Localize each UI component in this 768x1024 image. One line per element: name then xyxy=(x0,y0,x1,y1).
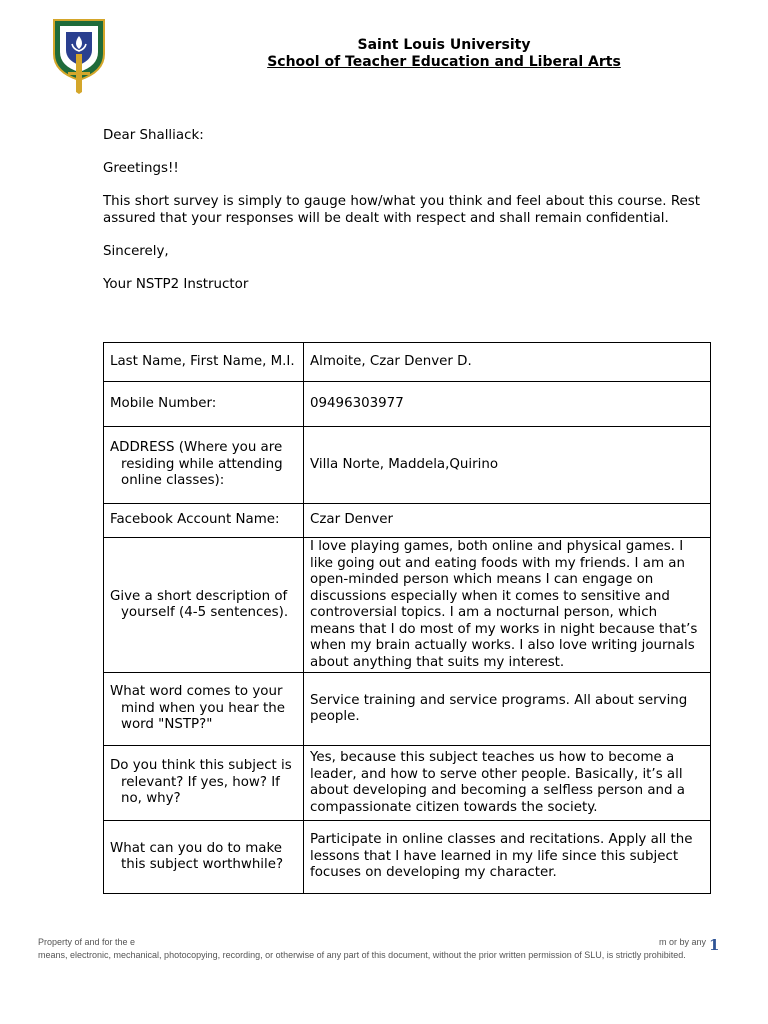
footer-text-left: Property of and for the e xyxy=(38,937,136,947)
table-row xyxy=(104,746,711,821)
survey-table xyxy=(103,342,711,894)
question-cell: Give a short description of yourself (4-5 sentences). xyxy=(104,538,304,673)
footer-text-line2: means, electronic, mechanical, photocopying, recording, or otherwise of any part of this document, without the prior written permission of SLU, is strictly prohibited. xyxy=(38,950,686,960)
letter xyxy=(103,128,700,310)
document-header xyxy=(150,37,738,71)
footer xyxy=(38,936,706,962)
answer-cell: 09496303977 xyxy=(304,382,711,427)
table-row xyxy=(104,673,711,746)
school-name: School of Teacher Education and Liberal Arts xyxy=(267,54,621,70)
university-logo xyxy=(48,14,110,94)
question-cell: What word comes to your mind when you hear the word "NSTP?" xyxy=(104,673,304,746)
answer-cell: I love playing games, both online and physical games. I like going out and eating foods with my friends. I am an open-minded person which means I can engage on discussions especially when it comes to sensitive and controversial topics. I am a nocturnal person, which means that I do most of my works in night because that’s when my brain actually works. I also love writing journals about anything that suits my interest. xyxy=(304,538,711,673)
closing: Sincerely, xyxy=(103,243,169,259)
greeting: Greetings!! xyxy=(103,161,179,176)
table-row xyxy=(104,538,711,673)
question-cell: What can you do to make this subject worthwhile? xyxy=(104,821,304,894)
table-row xyxy=(104,343,711,382)
table-row xyxy=(104,382,711,427)
question-cell: Do you think this subject is relevant? If yes, how? If no, why? xyxy=(104,746,304,821)
letter-body: This short survey is simply to gauge how/what you think and feel about this course. Rest assured that your responses will be dealt with respect and shall remain confidential. xyxy=(103,194,700,226)
footer-text-right: m or by any xyxy=(658,937,706,947)
question-cell: Last Name, First Name, M.I. xyxy=(104,343,304,382)
answer-cell: Villa Norte, Maddela,Quirino xyxy=(304,427,711,504)
salutation: Dear Shalliack: xyxy=(103,128,204,143)
question-cell: Mobile Number: xyxy=(104,382,304,427)
question-cell: ADDRESS (Where you are residing while attending online classes): xyxy=(104,427,304,504)
table-row xyxy=(104,427,711,504)
answer-cell: Czar Denver xyxy=(304,504,711,538)
signature: Your NSTP2 Instructor xyxy=(103,276,249,292)
answer-cell: Participate in online classes and recitations. Apply all the lessons that I have learned in my life since this subject focuses on developing my character. xyxy=(304,821,711,894)
answer-cell: Almoite, Czar Denver D. xyxy=(304,343,711,382)
page-number: 1 xyxy=(709,936,720,954)
table-row xyxy=(104,821,711,894)
question-cell: Facebook Account Name: xyxy=(104,504,304,538)
answer-cell: Yes, because this subject teaches us how to become a leader, and how to serve other people. Basically, it’s all about developing and becoming a selfless person and a compassionate citizen towards the society. xyxy=(304,746,711,821)
university-name: Saint Louis University xyxy=(357,37,531,53)
table-row xyxy=(104,504,711,538)
answer-cell: Service training and service programs. All about serving people. xyxy=(304,673,711,746)
